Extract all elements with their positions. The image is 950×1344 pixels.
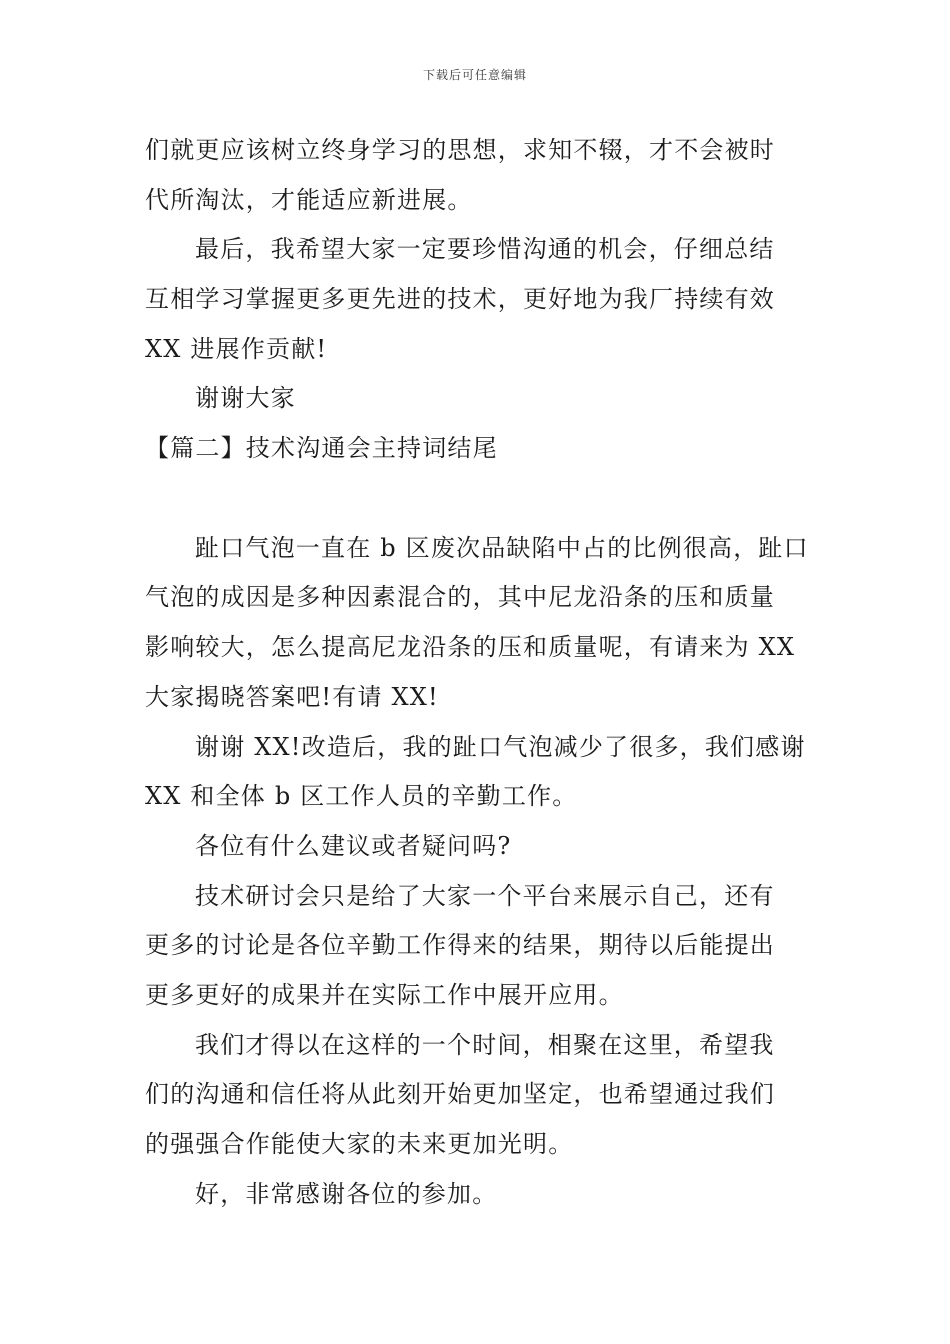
text-line: 们的沟通和信任将从此刻开始更加坚定，也希望通过我们 bbox=[145, 1080, 775, 1108]
text-line: 好，非常感谢各位的参加。 bbox=[195, 1180, 498, 1208]
text-line: 谢谢 XX!改造后，我的趾口气泡减少了很多，我们感谢 bbox=[195, 733, 806, 761]
text-line: 趾口气泡一直在 b 区废次品缺陷中占的比例很高，趾口 bbox=[195, 534, 809, 562]
text-line: XX 进展作贡献! bbox=[145, 335, 328, 363]
text-line: 更多的讨论是各位辛勤工作得来的结果，期待以后能提出 bbox=[145, 931, 775, 959]
text-line: 影响较大，怎么提高尼龙沿条的压和质量呢，有请来为 XX bbox=[145, 633, 796, 661]
text-line: XX 和全体 b 区工作人员的辛勤工作。 bbox=[145, 782, 578, 810]
text-line: 技术研讨会只是给了大家一个平台来展示自己，还有 bbox=[195, 882, 775, 910]
text-line: 气泡的成因是多种因素混合的，其中尼龙沿条的压和质量 bbox=[145, 583, 775, 611]
text-line: 谢谢大家 bbox=[195, 384, 296, 412]
section-heading: 【篇二】技术沟通会主持词结尾 bbox=[145, 434, 498, 462]
text-line: 各位有什么建议或者疑问吗? bbox=[195, 832, 512, 860]
page-header: 下载后可任意编辑 bbox=[422, 68, 527, 82]
text-line: 互相学习掌握更多更先进的技术，更好地为我厂持续有效 bbox=[145, 285, 775, 313]
text-line: 的强强合作能使大家的未来更加光明。 bbox=[145, 1130, 574, 1158]
text-line: 更多更好的成果并在实际工作中展开应用。 bbox=[145, 981, 624, 1009]
text-line: 代所淘汰，才能适应新进展。 bbox=[145, 186, 473, 214]
text-line: 我们才得以在这样的一个时间，相聚在这里，希望我 bbox=[195, 1031, 775, 1059]
text-line: 最后，我希望大家一定要珍惜沟通的机会，仔细总结 bbox=[195, 235, 775, 263]
text-line: 们就更应该树立终身学习的思想，求知不辍，才不会被时 bbox=[145, 136, 775, 164]
text-line: 大家揭晓答案吧!有请 XX! bbox=[145, 683, 439, 711]
